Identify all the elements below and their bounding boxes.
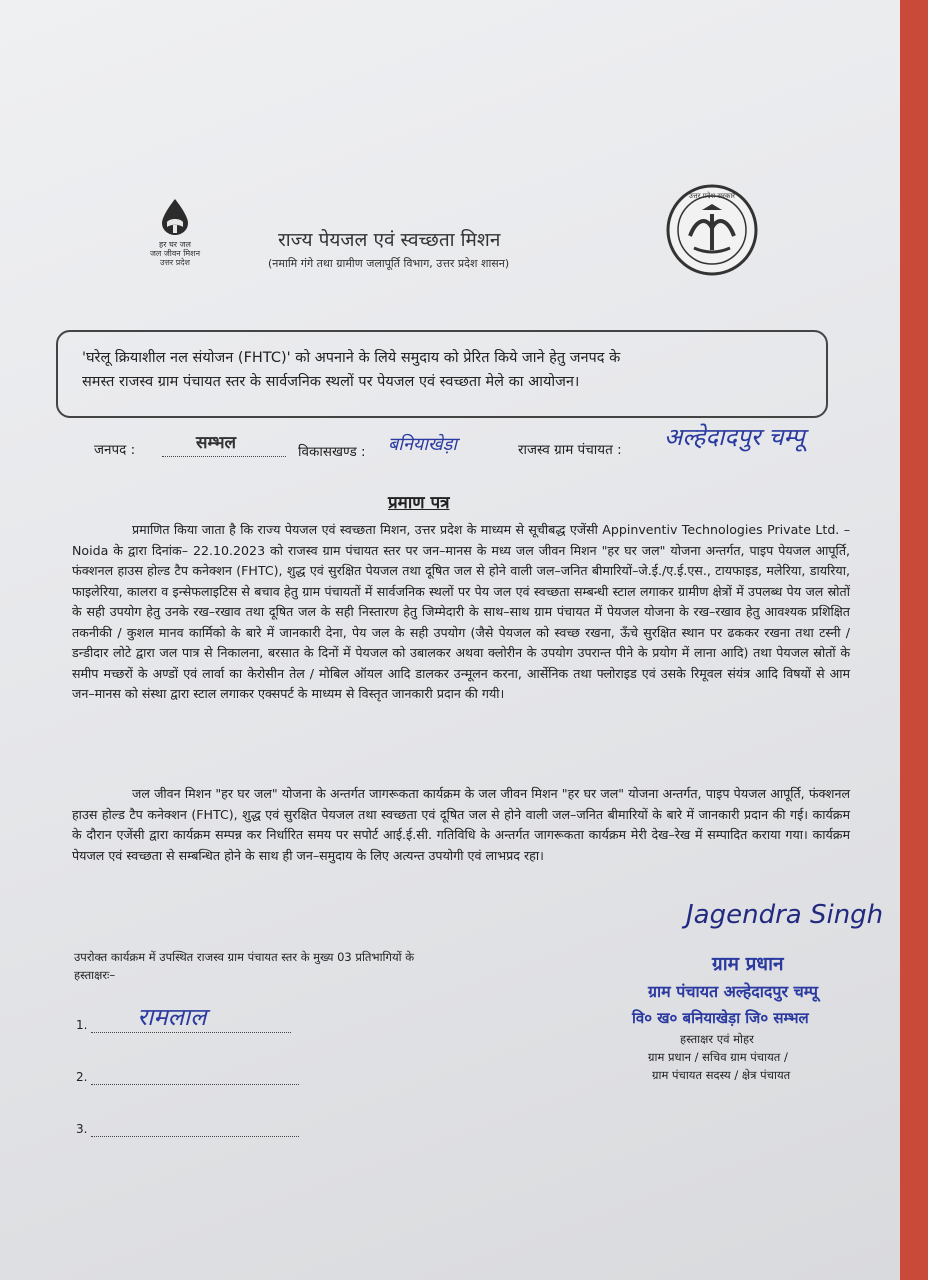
participants-intro-line-2: हस्ताक्षरः– <box>74 968 116 982</box>
up-government-emblem-icon <box>666 184 758 276</box>
participants-intro-line-1: उपरोक्त कार्यक्रम में उपस्थित राजस्व ग्राम पंचायत स्तर के मुख्य 03 प्रतिभागियों के <box>74 950 415 964</box>
participant-signature: रामलाल <box>137 1003 207 1031</box>
pradhan-signature: Jagendra Singh <box>686 900 884 930</box>
panchayat-value: अल्हेदादपुर चम्पू <box>664 423 805 451</box>
certificate-paragraph-1: प्रमाणित किया जाता है कि राज्य पेयजल एवं स्वच्छता मिशन, उत्तर प्रदेश के माध्यम से सूचीबद्ध एजेंसी Appinventiv Technologies Private Ltd. – Noida के द्वारा दिनांक– 22.10.2023 को राजस्व ग्राम पंचायत स्तर पर जन–मानस के मध्य जल जीवन मिशन "हर घर जल" योजना अन्तर्गत, पाइप पेयजल आपूर्ति, फंक्शनल हाउस होल्ड टैप कनेक्शन (FHTC), शुद्ध एवं सुरक्षित पेयजल तथा दूषित जल से होने वाली जल–जनित बीमारियों–जे.ई./ए.ई.एस., टायफाइड, मलेरिया, डायरिया, फाइलेरिया, कालरा व इन्सेफलाइटिस से बचाव हेतु ग्राम पंचायतों में सार्वजनिक स्थलों पर पेय जल एवं स्वच्छता सम्बन्धी स्टाल लगाकर ग्रामीण क्षेत्रों में उपलब्ध पेय जल स्रोतों के सही उपयोग हेतु उनके रख–रखाव तथा दूषित जल के सही निस्तारण हेतु जिम्मेदारी के साथ–साथ ग्राम पंचायत में पेयजल योजना के रख–रखाव हेतु आवश्यक प्रशिक्षित तकनीकी / कुशल मानव कार्मिको के बारे में जानकारी देना, पेय जल के सही उपयोग (जैसे पेयजल को स्वच्छ रखना, ऊँचे सुरक्षित स्थान पर ढककर रखना तथा टस्नी / डन्डीदार लोटे द्वारा जल पात्र से निकालना, बरसात के दिनों में पेयजल को उबालकर अथवा क्लोरीन के उपयोग उपरान्त पीने के प्रयोग में लाना आदि) तथा पेयजल स्रोतों के समीप मच्छरों के अण्डों एवं लार्वा का केरोसीन तेल / मोबिल ऑयल आदि डालकर उन्मूलन करना, आर्सेनिक तथा फ्लोराइड एवं उसके रिमूवल संयंत्र आदि विषयों से आम जन–मानस को संस्था द्वारा स्टाल लगाकर एक्सपर्ट के माध्यम से विस्तृत जानकारी प्रदान की गयी। <box>72 522 851 701</box>
certificate-title: प्रमाण पत्र <box>388 493 450 513</box>
block-label: विकासखण्ड : <box>298 444 366 460</box>
page-title: राज्य पेयजल एवं स्वच्छता मिशन <box>278 229 501 251</box>
logo-text-3: उत्तर प्रदेश <box>160 258 190 267</box>
page-subtitle: (नमामि गंगे तथा ग्रामीण जलापूर्ति विभाग, उत्तर प्रदेश शासन) <box>268 257 510 270</box>
stamp-line-2: ग्राम पंचायत अल्हेदादपुर चम्पू <box>648 982 818 1001</box>
district-label: जनपद : <box>94 442 136 458</box>
water-drop-icon <box>158 198 192 236</box>
participant-number: 1. <box>76 1018 88 1032</box>
notice-text <box>82 346 812 394</box>
certificate-paragraph-2: जल जीवन मिशन "हर घर जल" योजना के अन्तर्गत जागरूकता कार्यक्रम के जल जीवन मिशन "हर घर जल" योजना अन्तर्गत, पाइप पेयजल आपूर्ति, फंक्शनल हाउस होल्ड टैप कनेक्शन (FHTC), शुद्ध एवं सुरक्षित पेयजल तथा स्वच्छता एवं दूषित जल से होने वाली जल–जनित बीमारियों के बारे में जानकारी प्रदान की गई। कार्यक्रम के दौरान एजेंसी द्वारा कार्यक्रम सम्पन्न कर निर्धारित समय पर सपोर्ट आई.ई.सी. गतिविधि के अन्तर्गत जागरूकता कार्यक्रम मेरी देख–रेख में सम्पादित कराया गया। कार्यक्रम पेयजल एवं स्वच्छता से सम्बन्धित होने के साथ ही जन–समुदाय के लिए अत्यन्त उपयोगी एवं लाभप्रद रहा। <box>72 786 850 863</box>
notice-line-1: 'घरेलू क्रियाशील नल संयोजन (FHTC)' को अपनाने के लिये समुदाय को प्रेरित किये जाने हेतु जनपद के <box>82 350 621 366</box>
district-value: सम्भल <box>196 433 237 453</box>
stamp-line-1: ग्राम प्रधान <box>712 953 784 975</box>
logo-text-1: हर घर जल <box>159 240 191 249</box>
participant-row-1 <box>76 1003 306 1033</box>
block-value: बनियाखेड़ा <box>388 434 458 455</box>
background-red-surface <box>900 0 928 1280</box>
har-ghar-jal-logo <box>140 198 210 267</box>
participant-number: 3. <box>76 1122 88 1136</box>
signatory-label-3: ग्राम पंचायत सदस्य / क्षेत्र पंचायत <box>652 1068 791 1082</box>
stamp-line-3: वि० ख० बनियाखेड़ा जि० सम्भल <box>632 1009 809 1027</box>
participant-signature-line <box>91 1070 299 1085</box>
participant-row-3 <box>76 1122 306 1137</box>
participant-row-2 <box>76 1070 306 1085</box>
participant-number: 2. <box>76 1070 88 1084</box>
logo-text-2: जल जीवन मिशन <box>149 249 201 258</box>
participant-signature-line <box>91 1003 291 1033</box>
notice-line-2: समस्त राजस्व ग्राम पंचायत स्तर के सार्वजनिक स्थलों पर पेयजल एवं स्वच्छता मेले का आयोजन। <box>82 374 580 390</box>
emblem-text: उत्तर प्रदेश सरकार <box>688 192 736 200</box>
participant-signature-line <box>91 1122 299 1137</box>
signatory-label-2: ग्राम प्रधान / सचिव ग्राम पंचायत / <box>648 1050 788 1064</box>
panchayat-label: राजस्व ग्राम पंचायत : <box>518 442 622 458</box>
signatory-label-1: हस्ताक्षर एवं मोहर <box>680 1032 754 1046</box>
